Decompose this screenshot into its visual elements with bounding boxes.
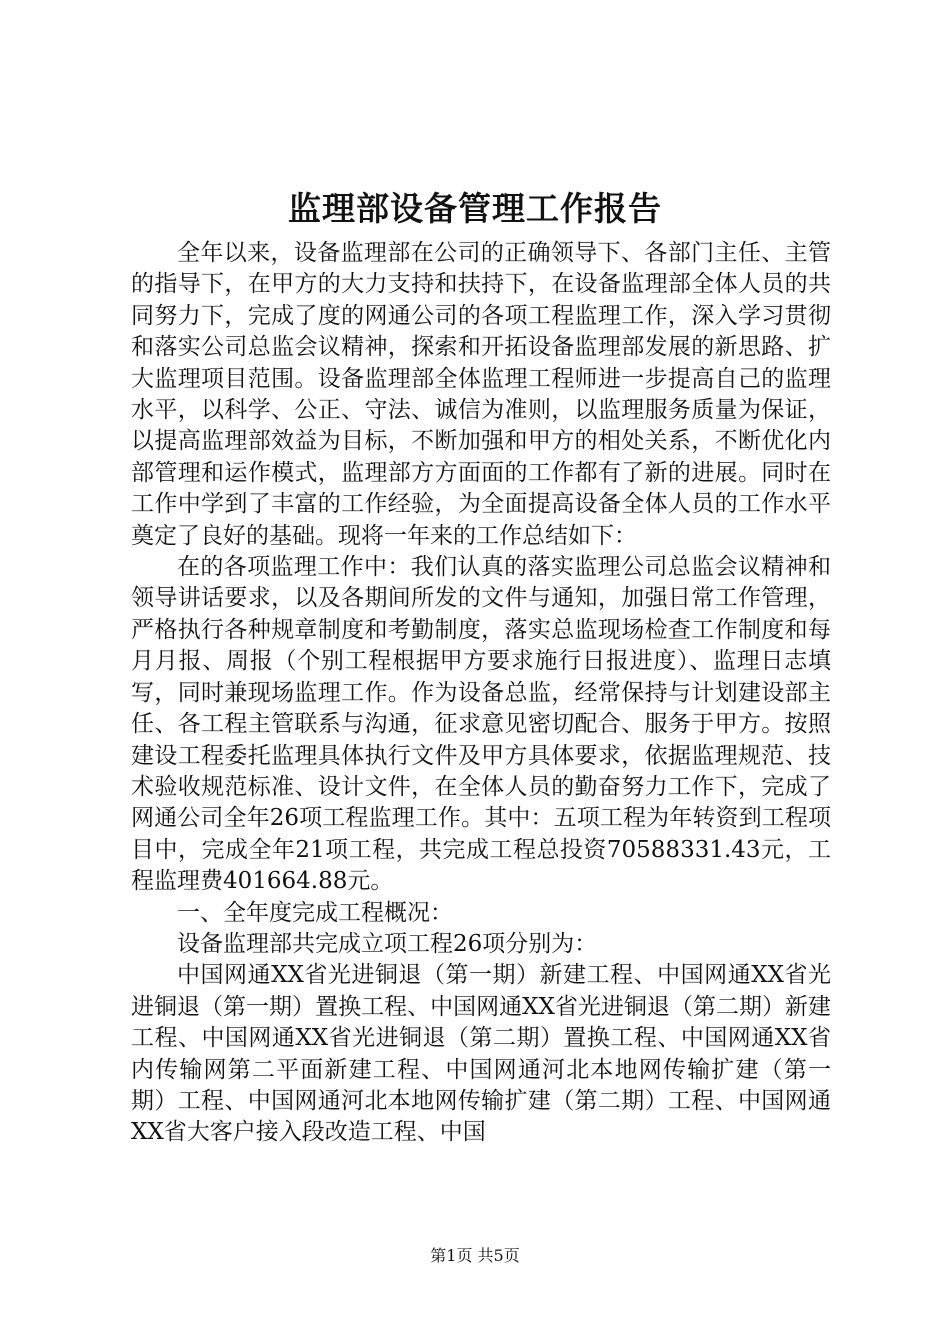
paragraph-project-count: 设备监理部共完成立项工程26项分别为： [177, 930, 598, 957]
paragraph-work-summary: 在的各项监理工作中：我们认真的落实监理公司总监会议精神和领导讲话要求，以及各期间所发的文件与通知，加强日常工作管理，严格执行各种规章制度和考勤制度，落实总监现场检查工作制度和每月月报、周报（个别工程根据甲方要求施行日报进度）、监理日志填写，同时兼现场监理工作。作为设备总监，经常保持与计划建设部主任、各工程主管联系与沟通，征求意见密切配合、服务于甲方。按照建设工程委托监理具体执行文件及甲方具体要求，依据监理规范、技术验收规范标准、设计文件，在全体人员的勤奋努力工作下，完成了网通公司全年26项工程监理工作。其中：五项工程为年转资到工程项目中，完成全年21项工程，共完成工程总投资70588331.43元，工程监理费401664.88元。 [131, 554, 831, 895]
paragraph-intro: 全年以来，设备监理部在公司的正确领导下、各部门主任、主管的指导下，在甲方的大力支持和扶持下，在设备监理部全体人员的共同努力下，完成了度的网通公司的各项工程监理工作，深入学习贯彻和落实公司总监会议精神，探索和开拓设备监理部发展的新思路、扩大监理项目范围。设备监理部全体监理工程师进一步提高自己的监理水平，以科学、公正、守法、诚信为准则，以监理服务质量为保证，以提高监理部效益为目标，不断加强和甲方的相处关系，不断优化内部管理和运作模式，监理部方方面面的工作都有了新的进展。同时在工作中学到了丰富的工作经验，为全面提高设备全体人员的工作水平奠定了良好的基础。现将一年来的工作总结如下： [131, 240, 831, 549]
paragraph-project-list: 中国网通XX省光进铜退（第一期）新建工程、中国网通XX省光进铜退（第一期）置换工程、中国网通XX省光进铜退（第二期）新建工程、中国网通XX省光进铜退（第二期）置换工程、中国网通XX省内传输网第二平面新建工程、中国网通河北本地网传输扩建（第一期）工程、中国网通河北本地网传输扩建（第二期）工程、中国网通XX省大客户接入段改造工程、中国 [131, 962, 831, 1146]
page-footer: 第1页 共5页 [430, 1246, 520, 1265]
section-heading-overview: 一、全年度完成工程概况： [177, 899, 453, 926]
document-body [131, 238, 831, 1149]
page-title: 监理部设备管理工作报告 [288, 189, 662, 228]
